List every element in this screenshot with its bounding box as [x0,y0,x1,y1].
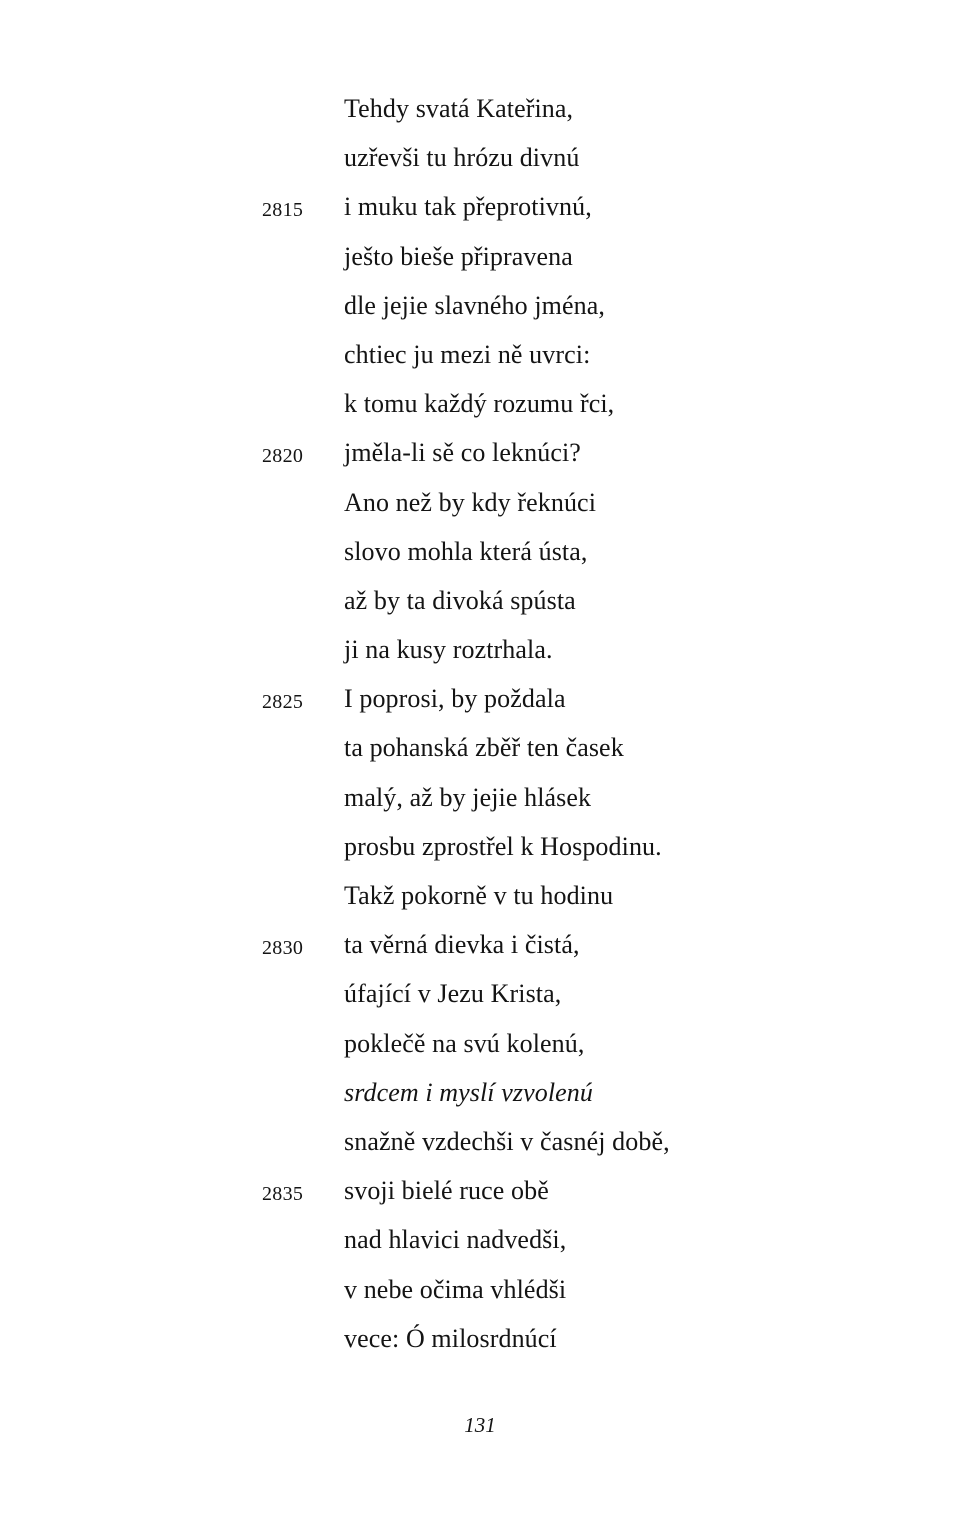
verse-line [0,576,960,625]
verse-text: snažně vzdechši v časnéj době, [344,1126,670,1156]
verse-text: v nebe očima vhlédši [344,1274,567,1304]
verse-line [0,625,960,674]
verse-line [0,182,960,231]
line-number: 2835 [262,1183,304,1206]
line-number: 2830 [262,937,304,960]
verse-text: úfající v Jezu Krista, [344,979,562,1009]
verse-text: chtiec ju mezi ně uvrci: [344,339,591,369]
verse-line [0,723,960,772]
verse-text: k tomu každý rozumu řci, [344,389,615,419]
verse-line [0,428,960,477]
verse-line [0,674,960,723]
verse-text: vece: Ó milosrdnúcí [344,1323,557,1353]
line-number: 2815 [262,199,304,222]
line-number: 2825 [262,691,304,714]
verse-line [0,1166,960,1215]
verse-line [0,478,960,527]
verse-line [0,1215,960,1264]
verse-text: prosbu zprostřel k Hospodinu. [344,831,662,861]
verse-text: ji na kusy roztrhala. [344,635,553,665]
verse-line [0,232,960,281]
verse-line [0,379,960,428]
page-number: 131 [464,1413,496,1437]
verse-text: Ano než by kdy řeknúci [344,487,597,517]
verse-text: i muku tak přeprotivnú, [344,192,592,222]
verse-text: dle jejie slavného jména, [344,290,605,320]
verse-text: uzřevši tu hrózu divnú [344,143,580,173]
verse-line [0,969,960,1018]
verse-line [0,1117,960,1166]
verse-text: svoji bielé ruce obě [344,1176,549,1206]
verse-text: Tehdy svatá Kateřina, [344,94,574,123]
verse-line [0,1265,960,1314]
verse-text: Takž pokorně v tu hodinu [344,881,614,910]
verse-text: ta věrná dievka i čistá, [344,930,580,960]
verse-text: poklečě na svú kolenú, [344,1028,585,1058]
verse-line [0,330,960,379]
verse-text: srdcem i myslí vzvolenú [344,1077,593,1107]
verse-line [0,822,960,871]
verse-line [0,281,960,330]
verse-line [0,920,960,969]
verse-text: ješto bieše připravena [344,241,573,271]
verse-text: malý, až by jejie hlásek [344,782,592,812]
verse-line [0,773,960,822]
verse-line [0,84,960,133]
verse-text: nad hlavici nadvedši, [344,1225,567,1255]
verse-line [0,871,960,920]
verse-text: I poprosi, by poždala [344,684,566,714]
verse-line [0,1068,960,1117]
verse-text: slovo mohla která ústa, [344,536,588,566]
verse-line [0,527,960,576]
poem-text [0,84,960,1363]
verse-line [0,1019,960,1068]
verse-text: jměla-li sě co leknúci? [344,438,581,468]
verse-text: až by ta divoká spústa [344,585,576,615]
verse-line [0,133,960,182]
verse-line [0,1314,960,1363]
verse-text: ta pohanská zběř ten časek [344,733,624,763]
line-number: 2820 [262,445,304,468]
